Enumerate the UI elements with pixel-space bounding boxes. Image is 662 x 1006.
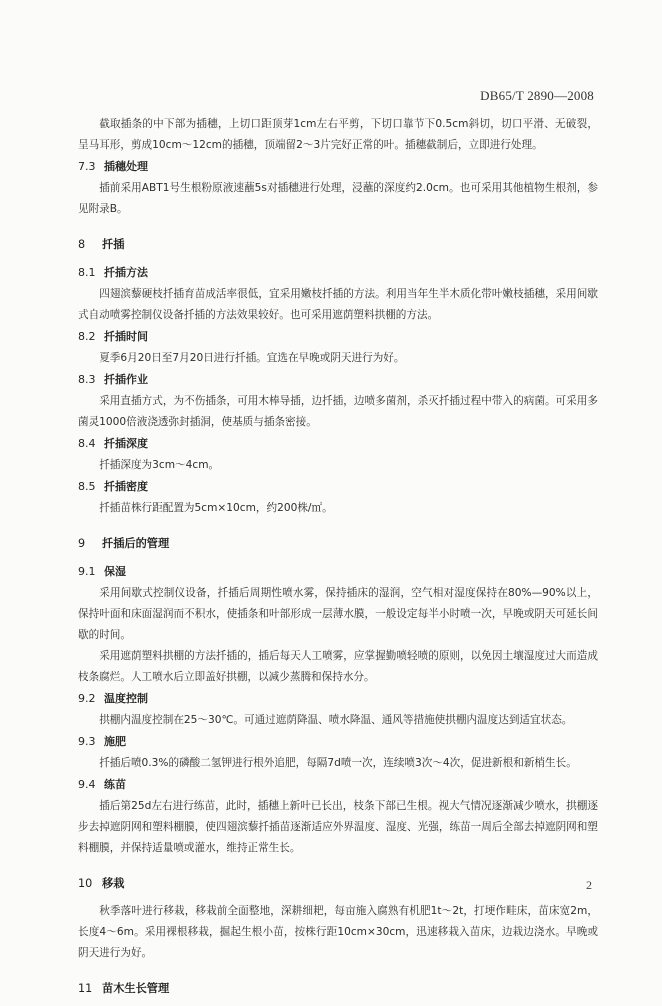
section-8-heading: 8 扦插 [78, 238, 125, 251]
document-body [78, 114, 598, 1006]
section-8-2-text: 夏季6月20日至7月20日进行扦插。宜选在早晚或阴天进行为好。 [99, 352, 405, 364]
section-8-3-text: 采用直插方式，为不伤插条，可用木棒导插，边扦插，边喷多菌剂，杀灭扦插过程中带入的病菌。可采用多菌灵1000倍液浇透弥封插洞，使基质与插条密接。 [78, 395, 598, 428]
section-9-4-text: 插后第25d左右进行练苗，此时，插穗上新叶已长出，枝条下部已生根。视大气情况逐渐减少喷水，拱棚逐步去掉遮阴网和塑料棚膜，使四翅滨藜扦插苗逐渐适应外界温度、湿度、光强，练苗一周后全部去掉遮阴网和塑料棚膜，并保持适量喷或灌水，维持正常生长。 [78, 800, 598, 854]
section-9-1-heading: 9.1 保湿 [78, 565, 126, 578]
section-8-5-text: 扦插苗株行距配置为5cm×10cm，约200株/㎡。 [99, 502, 333, 514]
intro-paragraph: 截取插条的中下部为插穗，上切口距顶芽1cm左右平剪，下切口靠节下0.5cm斜切，切口平滑、无破裂，呈马耳形，剪成10cm～12cm的插穗，顶端留2～3片完好正常的叶。插穗截制后，立即进行处理。 [78, 118, 598, 151]
section-8-5-heading: 8.5 扦插密度 [78, 480, 148, 493]
section-9-3-text: 扦插后喷0.3%的磷酸二氢钾进行根外追肥，每隔7d喷一次，连续喷3次～4次，促进新根和新梢生长。 [99, 757, 577, 769]
section-9-2-text: 拱棚内温度控制在25～30℃。可通过遮荫降温、喷水降温、通风等措施使拱棚内温度达到适宜状态。 [99, 714, 573, 726]
section-8-1-text: 四翅滨藜硬枝扦插育苗成活率很低，宜采用嫩枝扦插的方法。利用当年生半木质化带叶嫩枝插穗，采用间歇式自动喷雾控制仪设备扦插的方法效果较好。也可采用遮荫塑料拱棚的方法。 [78, 288, 598, 321]
standard-code: DB65/T 2890—2008 [480, 88, 594, 103]
section-9-4-heading: 9.4 练苗 [78, 778, 126, 791]
section-10-heading: 10 移栽 [78, 877, 125, 890]
section-9-2-heading: 9.2 温度控制 [78, 692, 148, 705]
section-8-4-heading: 8.4 扦插深度 [78, 437, 148, 450]
page-number: 2 [586, 878, 592, 892]
section-8-4-text: 扦插深度为3cm～4cm。 [99, 459, 220, 471]
section-8-2-heading: 8.2 扦插时间 [78, 330, 148, 343]
section-9-3-heading: 9.3 施肥 [78, 735, 126, 748]
section-9-1-text-2: 采用遮荫塑料拱棚的方法扦插的，插后每天人工喷雾，应掌握勤喷轻喷的原则，以免因土壤湿度过大而造成枝条腐烂。人工喷水后立即盖好拱棚，以减少蒸腾和保持水分。 [78, 650, 598, 683]
section-8-1-heading: 8.1 扦插方法 [78, 266, 148, 279]
section-9-1-text-1: 采用间歇式控制仪设备，扦插后周期性喷水雾，保持插床的湿润，空气相对湿度保持在80%—90%以上，保持叶面和床面湿润而不积水，使插条和叶部形成一层薄水膜，一般设定每半小时喷一次，早晚或阴天可延长间歇的时间。 [78, 587, 598, 641]
section-8-3-heading: 8.3 扦插作业 [78, 373, 148, 386]
section-9-heading: 9 扦插后的管理 [78, 537, 170, 550]
section-11-heading: 11 苗木生长管理 [78, 982, 170, 995]
section-10-text: 秋季落叶进行移栽，移栽前全面整地，深耕细耙，每亩施入腐熟有机肥1t～2t，打埂作畦床，苗床宽2m，长度4～6m。采用裸根移栽，掘起生根小苗，按株行距10cm×30cm，迅速移栽入苗床，边栽边浇水。早晚或阴天进行为好。 [78, 905, 598, 959]
section-7-3-text: 插前采用ABT1号生根粉原液速蘸5s对插穗进行处理，浸蘸的深度约2.0cm。也可采用其他植物生根剂，参见附录B。 [78, 182, 598, 215]
section-7-3-heading: 7.3 插穗处理 [78, 160, 148, 173]
